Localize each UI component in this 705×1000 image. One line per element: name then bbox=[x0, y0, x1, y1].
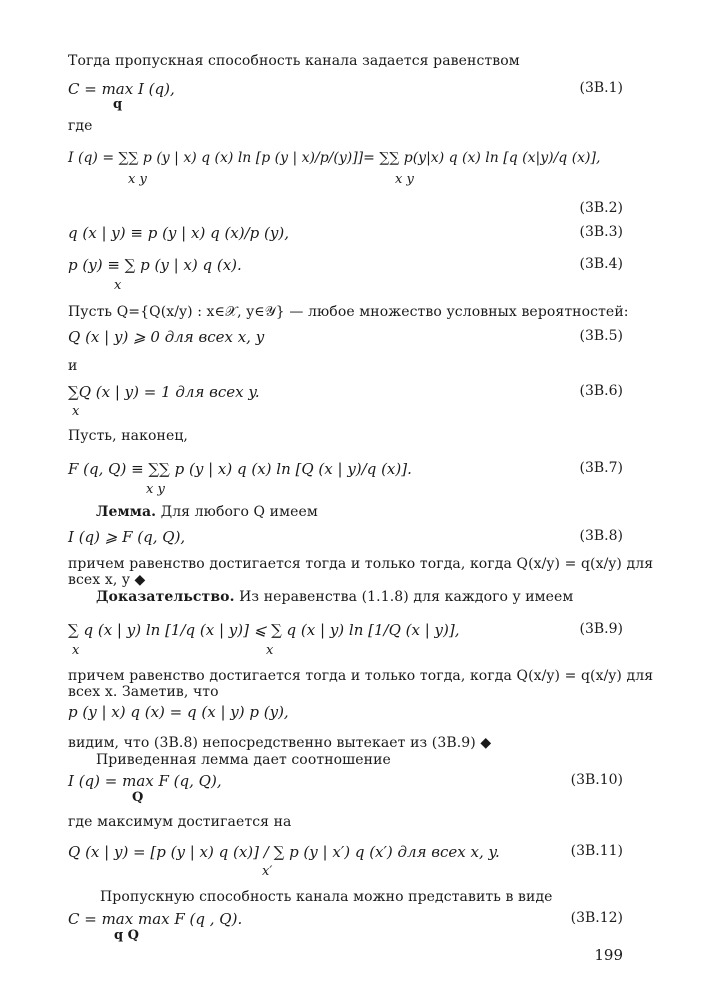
equation-number: (3В.8) bbox=[579, 528, 623, 544]
equation-3b6: ∑Q (x | y) = 1 для всех y. bbox=[68, 383, 260, 401]
paragraph-text: и bbox=[68, 358, 78, 374]
equation-3b3: q (x | y) ≡ p (y | x) q (x)/p (y), bbox=[68, 224, 289, 242]
equation-number: (3В.4) bbox=[579, 256, 623, 272]
equation-3b7: F (q, Q) ≡ ∑∑ p (y | x) q (x) ln [Q (x | y)/q (x)]. bbox=[68, 460, 412, 478]
equation-identity: p (y | x) q (x) = q (x | y) p (y), bbox=[68, 703, 289, 721]
equation-number: (3В.12) bbox=[570, 910, 623, 926]
equation-subscript: q bbox=[113, 97, 123, 112]
paragraph-text: Пусть, наконец, bbox=[68, 428, 188, 444]
equation-number: (3В.1) bbox=[579, 80, 623, 96]
lemma-heading bbox=[96, 504, 318, 520]
equation-3b4: p (y) ≡ ∑ p (y | x) q (x). bbox=[68, 256, 242, 274]
paragraph-text: где максимум достигается на bbox=[68, 814, 292, 830]
lemma-label: Лемма. bbox=[96, 504, 157, 520]
proof-text: Из неравенства (1.1.8) для каждого y имеем bbox=[234, 589, 574, 605]
paragraph-text: Пусть Q={Q(x/y) : x∈𝒳, y∈𝒴} — любое множество условных вероятностей: bbox=[68, 304, 629, 320]
equation-subscript: x bbox=[266, 643, 274, 658]
paragraph-text: видим, что (3В.8) непосредственно вытекает из (3В.9) ◆ bbox=[68, 735, 492, 751]
equation-3b10: I (q) = max F (q, Q), bbox=[68, 772, 222, 790]
equation-number: (3В.2) bbox=[579, 200, 623, 216]
paragraph-text: причем равенство достигается тогда и только тогда, когда Q(x/y) = q(x/y) для bbox=[68, 668, 654, 684]
proof-heading bbox=[96, 589, 573, 605]
paragraph-text: всех x. Заметив, что bbox=[68, 684, 219, 700]
equation-number: (3В.10) bbox=[570, 772, 623, 788]
proof-label: Доказательство. bbox=[96, 589, 235, 605]
equation-3b8: I (q) ⩾ F (q, Q), bbox=[68, 528, 186, 546]
equation-3b1: C = max I (q), bbox=[68, 80, 175, 98]
paragraph-text: Пропускную способность канала можно представить в виде bbox=[100, 889, 553, 905]
paragraph-text: Приведенная лемма дает соотношение bbox=[96, 752, 391, 768]
equation-number: (3В.11) bbox=[570, 843, 623, 859]
equation-number: (3В.6) bbox=[579, 383, 623, 399]
paragraph-text: причем равенство достигается тогда и только тогда, когда Q(x/y) = q(x/y) для bbox=[68, 556, 654, 572]
equation-3b12: C = max max F (q , Q). bbox=[68, 910, 243, 928]
equation-subscript: x y bbox=[146, 482, 165, 497]
equation-number: (3В.3) bbox=[579, 224, 623, 240]
page-number: 199 bbox=[594, 946, 623, 964]
equation-subscript: x y bbox=[128, 172, 147, 187]
equation-subscript: Q bbox=[132, 790, 144, 805]
paragraph-text: где bbox=[68, 118, 93, 134]
lemma-text: Для любого Q имеем bbox=[156, 504, 318, 520]
equation-number: (3В.7) bbox=[579, 460, 623, 476]
equation-number: (3В.9) bbox=[579, 621, 623, 637]
equation-subscript: q Q bbox=[114, 928, 139, 943]
paragraph-text: Тогда пропускная способность канала задается равенством bbox=[68, 53, 520, 69]
equation-3b2: I (q) = ∑∑ p (y | x) q (x) ln [p (y | x)/p/(y)]]= ∑∑ p(y|x) q (x) ln [q (x|y)/q (x)], bbox=[68, 150, 601, 166]
equation-subscript: x bbox=[114, 278, 122, 293]
equation-3b5: Q (x | y) ⩾ 0 для всех x, y bbox=[68, 328, 265, 346]
paragraph-text: всех x, y ◆ bbox=[68, 572, 146, 588]
equation-subscript: x bbox=[72, 643, 80, 658]
equation-3b11: Q (x | y) = [p (y | x) q (x)] / ∑ p (y | x′) q (x′) для всех x, y. bbox=[68, 843, 500, 861]
equation-3b9: ∑ q (x | y) ln [1/q (x | y)] ⩽ ∑ q (x | y) ln [1/Q (x | y)], bbox=[68, 621, 460, 639]
equation-subscript: x′ bbox=[262, 864, 273, 879]
equation-number: (3В.5) bbox=[579, 328, 623, 344]
equation-subscript: x y bbox=[395, 172, 414, 187]
equation-subscript: x bbox=[72, 404, 80, 419]
